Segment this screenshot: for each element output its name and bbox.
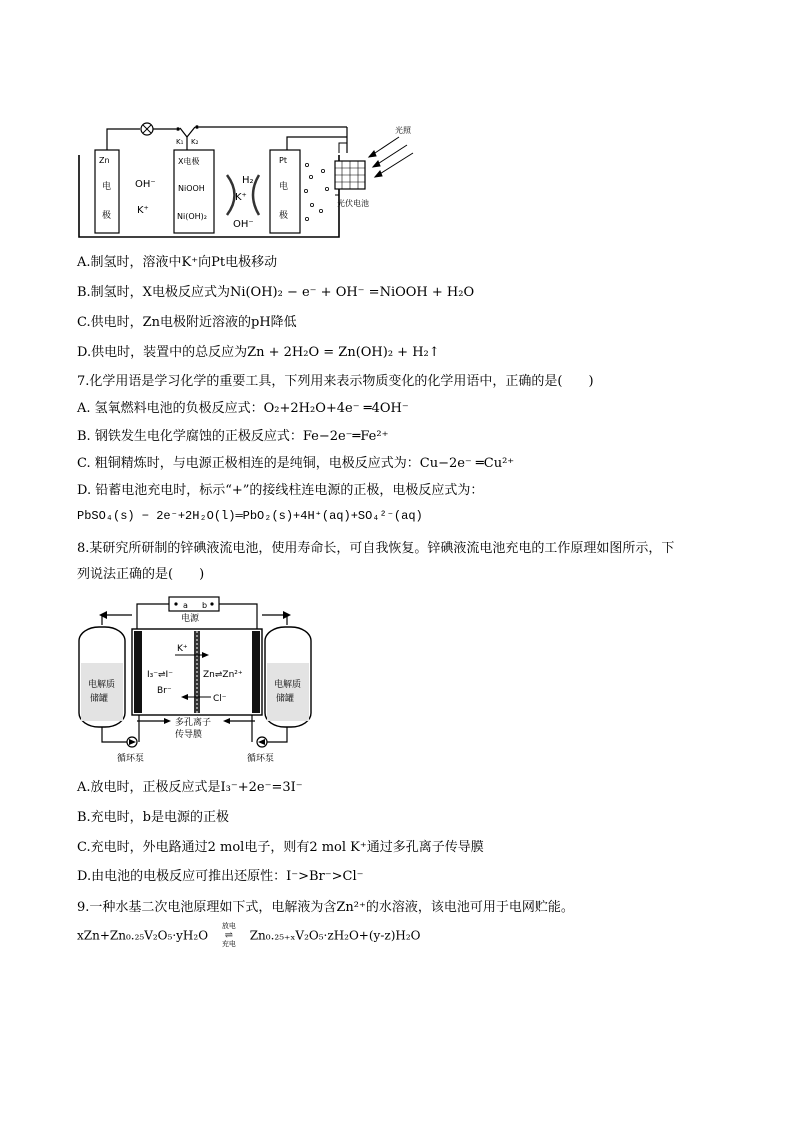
zn-elec-char1: 电 xyxy=(102,182,112,192)
k1-label: K₁ xyxy=(176,138,184,146)
k-right: K⁺ xyxy=(235,192,247,203)
right-electrode xyxy=(252,631,260,713)
q9-stem: 9.一种水基二次电池原理如下式，电解液为含Zn²⁺的水溶液，该电池可用于电网贮能。 xyxy=(77,900,574,915)
q8-stem-line1: 8.某研究所研制的锌碘液流电池，使用寿命长，可自我恢复。锌碘液流电池充电的工作原理如图所示，下 xyxy=(77,541,675,556)
h2-label: H₂ xyxy=(242,175,254,186)
light-label: 光照 xyxy=(395,126,411,135)
pt-elec-char1: 电 xyxy=(279,182,289,192)
pt-label: Pt xyxy=(279,156,287,165)
zn-elec-char2: 极 xyxy=(102,211,112,221)
bubble-icons xyxy=(304,163,328,220)
q9-eq-charge: 充电 xyxy=(221,940,236,948)
oh-right: OH⁻ xyxy=(233,219,254,230)
k2-label: K₂ xyxy=(191,138,199,146)
power-label: 电源 xyxy=(181,614,200,624)
q6-option-c: C.供电时，Zn电极附近溶液的pH降低 xyxy=(77,315,297,330)
equilibrium-arrow-icon: ⇌ xyxy=(224,930,234,941)
x-niooh: NiOOH xyxy=(178,184,205,193)
q8-option-c: C.充电时，外电路通过2 mol电子，则有2 mol K⁺通过多孔离子传导膜 xyxy=(77,840,484,855)
light-rays-icon xyxy=(369,137,413,177)
q7-option-a: A. 氢氧燃料电池的负极反应式：O₂+2H₂O+4e⁻ ═4OH⁻ xyxy=(77,401,409,416)
i3-i-label: I₃⁻⇌I⁻ xyxy=(147,670,173,680)
q7-option-c: C. 粗铜精炼时，与电源正极相连的是纯铜，电极反应式为：Cu−2e⁻ ═Cu²⁺ xyxy=(77,456,515,471)
left-electrode xyxy=(134,631,142,713)
zn-label: Zn xyxy=(99,156,110,165)
left-tank-line1: 电解质 xyxy=(88,680,116,690)
q7-option-b: B. 钢铁发生电化学腐蚀的正极反应式：Fe−2e⁻═Fe²⁺ xyxy=(77,429,389,444)
q6-option-a: A.制氢时，溶液中K⁺向Pt电极移动 xyxy=(77,255,278,270)
cycle-arrow-left-icon xyxy=(227,175,235,215)
terminal-b: b xyxy=(202,601,208,610)
q6-option-b: B.制氢时，X电极反应式为Ni(OH)₂ − e⁻ + OH⁻ =NiOOH + H₂O xyxy=(77,285,475,300)
x-nioh2: Ni(OH)₂ xyxy=(177,212,207,221)
pv-label: 光伏电池 xyxy=(337,199,369,208)
q9-eq-arrows xyxy=(212,922,246,949)
q7-stem: 7.化学用语是学习化学的重要工具，下列用来表示物质变化的化学用语中，正确的是( ) xyxy=(77,374,594,389)
k-ion-label: K⁺ xyxy=(177,644,188,654)
q9-eq-discharge: 放电 xyxy=(221,922,236,930)
pump-right-label: 循环泵 xyxy=(247,754,275,764)
pump-left-label: 循环泵 xyxy=(117,754,145,764)
q7-option-d: D. 铅蓄电池充电时，标示“+”的接线柱连电源的正极，电极反应式为： xyxy=(77,483,484,498)
flow-arrow-icon xyxy=(99,611,107,619)
q8-stem-line2: 列说法正确的是( ) xyxy=(77,567,205,582)
cl-label: Cl⁻ xyxy=(213,694,227,704)
q9-eq-right: Zn₀.₂₅₊ₓV₂O₅·zH₂O+(y-z)H₂O xyxy=(249,928,421,943)
electrolysis-figure xyxy=(77,115,427,240)
membrane-line1: 多孔离子 xyxy=(175,718,212,728)
pt-elec-char2: 极 xyxy=(279,211,289,221)
right-tank-line1: 电解质 xyxy=(274,680,302,690)
q9-eq-left: xZn+Zn₀.₂₅V₂O₅·yH₂O xyxy=(77,928,209,943)
membrane-line2: 传导膜 xyxy=(175,730,203,740)
terminal-a: a xyxy=(183,601,188,610)
oh-left: OH⁻ xyxy=(135,179,156,190)
q8-option-d: D.由电池的电极反应可推出还原性：I⁻>Br⁻>Cl⁻ xyxy=(77,869,364,884)
q8-option-a: A.放电时，正极反应式是I₃⁻+2e⁻=3I⁻ xyxy=(77,780,303,795)
right-tank-line2: 储罐 xyxy=(276,694,295,704)
x-title: X电极 xyxy=(178,157,200,166)
q6-option-d: D.供电时，装置中的总反应为Zn + 2H₂O = Zn(OH)₂ + H₂↑ xyxy=(77,345,440,360)
q9-equation xyxy=(77,922,421,948)
q8-option-b: B.充电时，b是电源的正极 xyxy=(77,810,230,825)
k-left: K⁺ xyxy=(137,205,149,216)
right-tank-electrolyte xyxy=(267,663,309,721)
left-tank-electrolyte xyxy=(81,663,123,721)
cycle-arrow-right-icon xyxy=(253,175,259,215)
zn-zn2-label: Zn⇌Zn²⁺ xyxy=(203,670,243,680)
switch-k1[interactable] xyxy=(180,128,187,137)
switch-k2[interactable] xyxy=(187,127,195,137)
br-label: Br⁻ xyxy=(157,686,172,696)
flow-battery-figure xyxy=(77,595,317,765)
left-tank-line2: 储罐 xyxy=(90,694,109,704)
q7-option-d-equation: PbSO₄(s) − 2e⁻+2H₂O(l)═PbO₂(s)+4H⁺(aq)+SO₄²⁻(aq) xyxy=(77,509,423,523)
